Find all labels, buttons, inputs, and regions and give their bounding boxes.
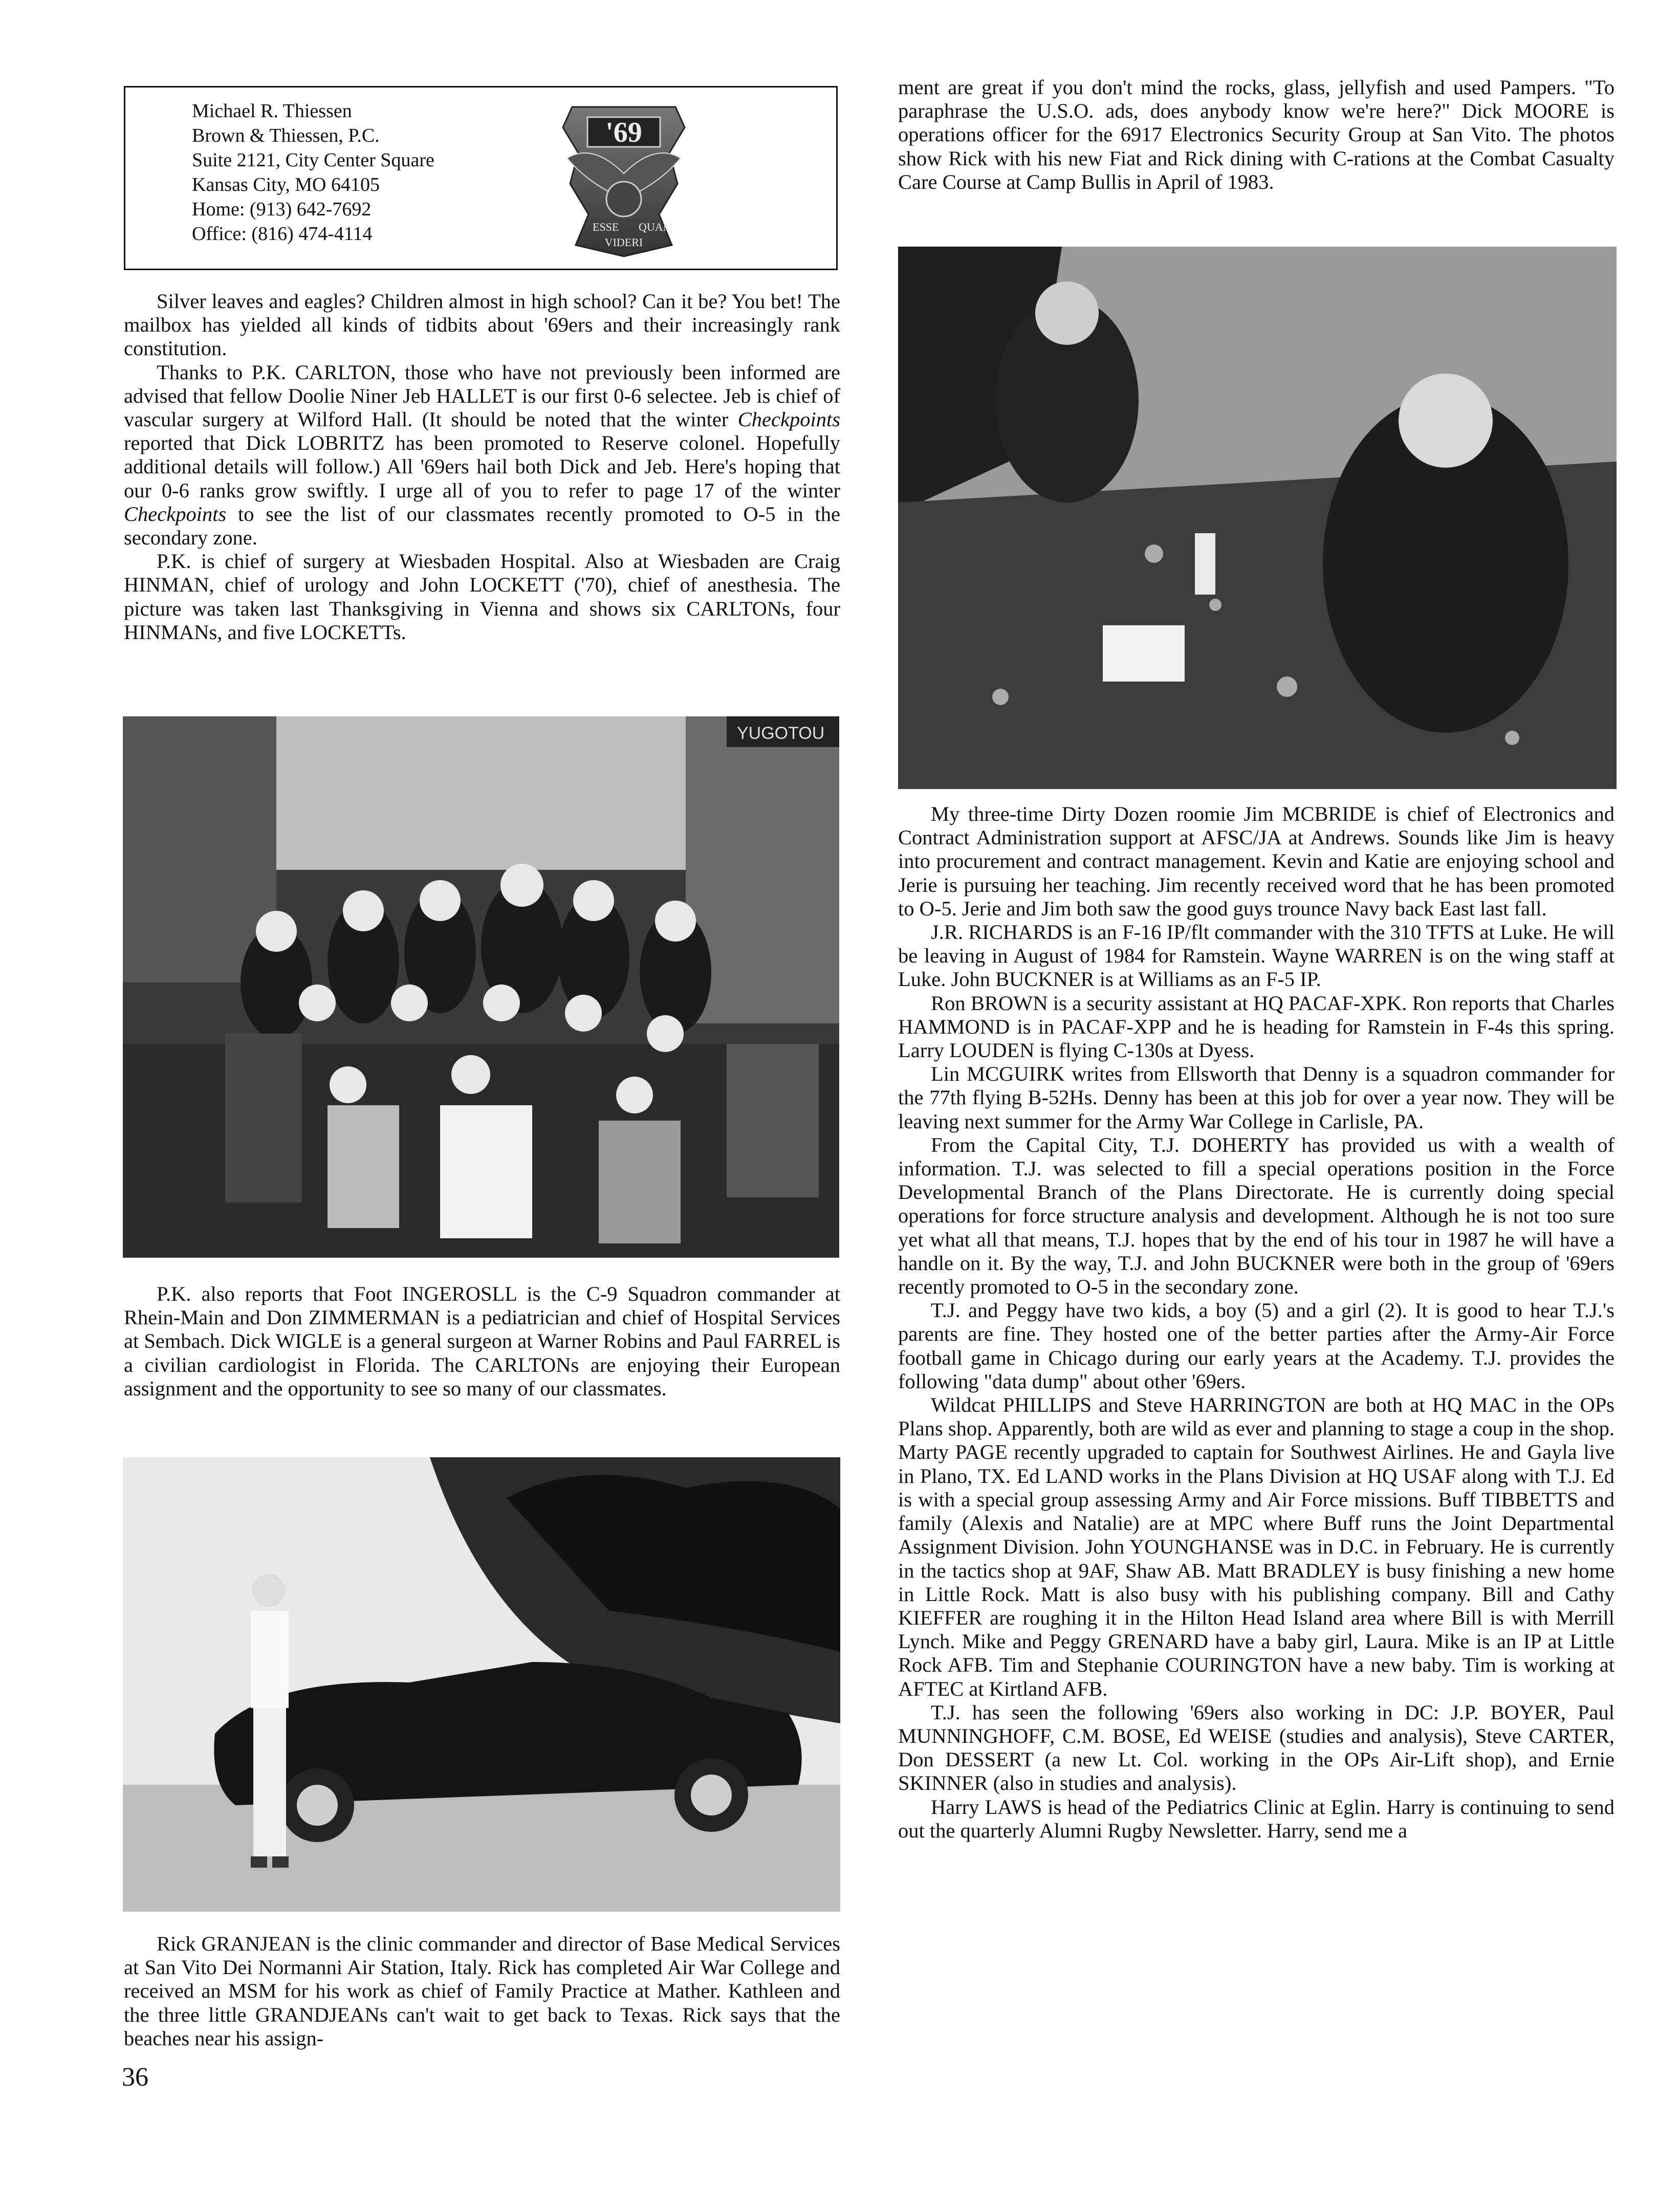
checkpoints-title-2: Checkpoints xyxy=(124,502,227,526)
right-column-top xyxy=(898,76,1614,194)
carlton-paragraph xyxy=(124,361,840,550)
contact-name: Michael R. Thiessen xyxy=(192,100,352,122)
left-column-bottom xyxy=(124,1932,840,2050)
granjean-continued-paragraph: ment are great if you don't mind the rocks, glass, jellyfish and used Pampers. "To paraphrase the U.S.O. ads, does anybody know we're here?" Dick MOORE is operations officer for the 6917 Electronics Security Group at San Vito. The photos show Rick with his new Fiat and Rick dining with C-rations at the Combat Casualty Care Course at Camp Bullis in April of 1983. xyxy=(898,76,1614,193)
contact-city: Kansas City, MO 64105 xyxy=(192,174,380,195)
intro-paragraph: Silver leaves and eagles? Children almost in high school? Can it be? You bet! The mailbox has yielded all kinds of tidbits about '69ers and their increasingly rank constitution. xyxy=(124,290,840,360)
richards-paragraph: J.R. RICHARDS is an F-16 IP/flt commander with the 310 TFTS at Luke. He will be leaving in August of 1984 for Ramstein. Wayne WARREN is on the wing staff at Luke. John BUCKNER is at Williams as an F-5 IP. xyxy=(898,921,1614,991)
carlton-text-c: to see the list of our classmates recently promoted to O-5 in the secondary zone. xyxy=(124,502,840,550)
carlton-text-b: reported that Dick LOBRITZ has been promoted to Reserve colonel. Hopefully additional details will follow.) All '69ers hail both Dick and Jeb. Here's hoping that our 0-6 ranks grow swiftly. I urge all of you to refer to page 17 of the winter xyxy=(124,431,840,502)
left-column-middle xyxy=(124,1282,840,1400)
left-column-top xyxy=(124,290,840,644)
contact-home-phone: Home: (913) 642-7692 xyxy=(192,199,372,220)
fiat-car-photo xyxy=(123,1457,840,1912)
granjean-paragraph: Rick GRANJEAN is the clinic commander and director of Base Medical Services at San Vito Dei Normanni Air Station, Italy. Rick has completed Air War College and received an MSM for his work as chief of Family Practice at Mather. Kathleen and the three little GRANDJEANs can't wait to get back to Texas. Rick says that the beaches near his assign- xyxy=(124,1932,840,2050)
class-crest-logo xyxy=(557,97,691,259)
street-sign: YUGOTOU xyxy=(737,724,825,743)
group-photo-vienna xyxy=(123,716,839,1258)
contact-office-phone: Office: (816) 474-4114 xyxy=(192,223,373,245)
page-number: 36 xyxy=(122,2063,148,2092)
laws-paragraph: Harry LAWS is head of the Pediatrics Clinic at Eglin. Harry is continuing to send out the quarterly Alumni Rugby Newsletter. Harry, send me a xyxy=(898,1795,1614,1842)
phillips-paragraph: Wildcat PHILLIPS and Steve HARRINGTON are both at HQ MAC in the OPs Plans shop. Apparently, both are wild as ever and planning to stage a coup in the shop. Marty PAGE recently upgraded to captain for Southwest Airlines. He and Gayla live in Plano, TX. Ed LAND works in the Plans Division at HQ USAF along with T.J. Ed is with a special group assessing Army and Air Force missions. Buff TIBBETTS and family (Alexis and Natalie) are at MPC where Buff runs the Joint Departmental Assignment Division. John YOUNGHANSE was in D.C. in February. He is currently in the tactics shop at 9AF, Shaw AB. Matt BRADLEY is busy finishing a new home in Little Rock. Matt is also busy with his publishing company. Bill and Cathy KIEFFER are roughing it in the Hilton Head Island area where Bill is with Merrill Lynch. Mike and Peggy GRENARD have a baby girl, Laura. Mike is an IP at Little Rock AFB. Tim and Stephanie COURINGTON have a new baby. Tim is working at AFTEC at Kirtland AFB. xyxy=(898,1393,1614,1700)
checkpoints-title-1: Checkpoints xyxy=(737,408,840,431)
tj-peggy-paragraph: T.J. and Peggy have two kids, a boy (5) and a girl (2). It is good to hear T.J.'s parents are fine. They hosted one of the better parties after the Army-Air Force football game in Chicago during our early years at the Academy. T.J. provides the following "data dump" about other '69ers. xyxy=(898,1299,1614,1393)
address-box xyxy=(124,86,838,270)
crest-motto-2: QUAM xyxy=(639,221,673,233)
mcbride-paragraph: My three-time Dirty Dozen roomie Jim MCBRIDE is chief of Electronics and Contract Administration support at AFSC/JA at Andrews. Sounds like Jim is heavy into procurement and contract management. Kevin and Katie are enjoying school and Jerie is pursuing her teaching. Jim recently received word that he has been promoted to O-5. Jerie and Jim both saw the good guys trounce Navy back East last fall. xyxy=(898,802,1614,920)
contact-firm: Brown & Thiessen, P.C. xyxy=(192,125,380,146)
crest-motto-3: VIDERI xyxy=(604,236,643,249)
mcguirk-paragraph: Lin MCGUIRK writes from Ellsworth that Denny is a squadron commander for the 77th flying B-52Hs. Denny has been at this job for over a year now. They will be leaving next summer for the Army War College in Carlisle, PA. xyxy=(898,1062,1614,1133)
c-rations-photo xyxy=(898,247,1617,789)
right-column-bottom xyxy=(898,802,1614,1843)
wiesbaden-paragraph: P.K. is chief of surgery at Wiesbaden Hospital. Also at Wiesbaden are Craig HINMAN, chief of urology and John LOCKETT ('70), chief of anesthesia. The picture was taken last Thanksgiving in Vienna and shows six CARLTONs, four HINMANs, and five LOCKETTs. xyxy=(124,550,840,644)
crest-motto-1: ESSE xyxy=(593,221,619,233)
carlton-text-a: Thanks to P.K. CARLTON, those who have not previously been informed are advised that fellow Doolie Niner Jeb HALLET is our first 0-6 selectee. Jeb is chief of vascular surgery at Wilford Hall. (It should be noted that the winter xyxy=(124,360,840,431)
ingerosll-paragraph: P.K. also reports that Foot INGEROSLL is the C-9 Squadron commander at Rhein-Main and Don ZIMMERMAN is a pediatrician and chief of Hospital Services at Sembach. Dick WIGLE is a general surgeon at Warner Robins and Paul FARREL is a civilian cardiologist in Florida. The CARLTONs are enjoying their European assignment and the opportunity to see so many of our classmates. xyxy=(124,1282,840,1400)
contact-suite: Suite 2121, City Center Square xyxy=(192,149,434,171)
address-lines xyxy=(192,99,434,246)
crest-label: '69 xyxy=(605,117,642,148)
brown-paragraph: Ron BROWN is a security assistant at HQ PACAF-XPK. Ron reports that Charles HAMMOND is in PACAF-XPP and he is heading for Ramstein in F-4s this spring. Larry LOUDEN is flying C-130s at Dyess. xyxy=(898,991,1614,1062)
doherty-paragraph: From the Capital City, T.J. DOHERTY has provided us with a wealth of information. T.J. was selected to fill a special operations position in the Force Developmental Branch of the Plans Directorate. He is currently doing special operations for force structure analysis and development. Although he is not too sure yet what all that means, T.J. hopes that by the end of his tour in 1987 he will have a handle on it. By the way, T.J. and John BUCKNER were both in the group of '69ers recently promoted to O-5 in the secondary zone. xyxy=(898,1133,1614,1299)
dc-classmates-paragraph: T.J. has seen the following '69ers also working in DC: J.P. BOYER, Paul MUNNINGHOFF, C.M. BOSE, Ed WEISE (studies and analysis), Steve CARTER, Don DESSERT (a new Lt. Col. working in the OPs Air-Lift shop), and Ernie SKINNER (also in studies and analysis). xyxy=(898,1700,1614,1795)
